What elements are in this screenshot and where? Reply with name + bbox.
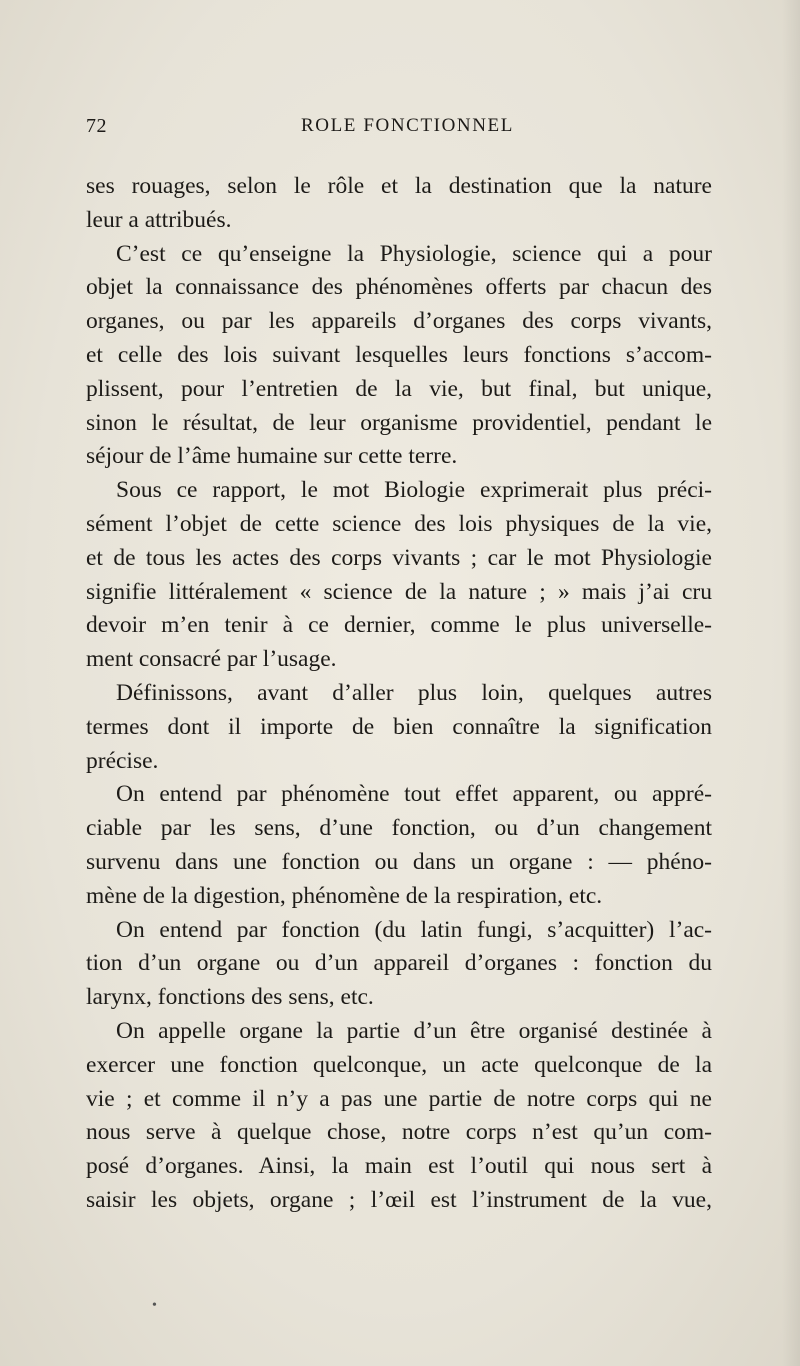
text-line: tion d’un organe ou d’un appareil d’organes : fonction du [86,950,712,977]
page-number: 72 [86,115,107,137]
text-line: survenu dans une fonction ou dans un organe : — phéno- [86,848,712,875]
text-line: vie ; et comme il n’y a pas une partie de notre corps qui ne [86,1085,712,1112]
text-line: sément l’objet de cette science des lois physiques de la vie, [86,510,712,537]
body-text [86,170,712,1218]
text-line: C’est ce qu’enseigne la Physiologie, science qui a pour [116,240,712,267]
text-line: sinon le résultat, de leur organisme providentiel, pendant le [86,409,712,436]
text-line: exercer une fonction quelconque, un acte quelconque de la [86,1051,712,1078]
text-line: Définissons, avant d’aller plus loin, quelques autres [116,679,712,706]
text-line: On appelle organe la partie d’un être organisé destinée à [116,1017,712,1044]
speck-mark: • [152,1298,157,1313]
text-line: et celle des lois suivant lesquelles leurs fonctions s’accom- [86,341,712,368]
text-line: termes dont il importe de bien connaître la signification [86,713,712,740]
text-line: plissent, pour l’entretien de la vie, but final, but unique, [86,375,712,402]
text-line: ment consacré par l’usage. [86,646,337,673]
text-line: ses rouages, selon le rôle et la destination que la nature [86,173,712,199]
text-line: nous serve à quelque chose, notre corps n’est qu’un com- [86,1119,712,1146]
text-line: précise. [86,747,159,774]
text-line: On entend par fonction (du latin fungi, s’acquitter) l’ac- [116,916,712,943]
text-line: mène de la digestion, phénomène de la respiration, etc. [86,882,603,909]
text-line: saisir les objets, organe ; l’œil est l’instrument de la vue, [86,1186,712,1213]
text-line: séjour de l’âme humaine sur cette terre. [86,443,458,470]
text-line: devoir m’en tenir à ce dernier, comme le plus universelle- [86,612,712,639]
text-line: On entend par phénomène tout effet apparent, ou appré- [116,781,712,808]
text-line: Sous ce rapport, le mot Biologie exprimerait plus préci- [116,477,712,504]
page-header [86,115,712,145]
text-line: et de tous les actes des corps vivants ; car le mot Physiologie [86,544,712,571]
text-line: organes, ou par les appareils d’organes des corps vivants, [86,308,712,335]
text-line: ciable par les sens, d’une fonction, ou d’un changement [86,815,712,842]
text-line: posé d’organes. Ainsi, la main est l’outil qui nous sert à [86,1153,712,1180]
text-line: signifie littéralement « science de la nature ; » mais j’ai cru [86,578,712,605]
text-line: leur a attribués. [86,206,232,233]
running-title: ROLE FONCTIONNEL [301,115,514,136]
text-line: objet la connaissance des phénomènes offerts par chacun des [86,274,712,301]
page-edge-shadow [782,0,800,1366]
text-line: larynx, fonctions des sens, etc. [86,984,374,1011]
